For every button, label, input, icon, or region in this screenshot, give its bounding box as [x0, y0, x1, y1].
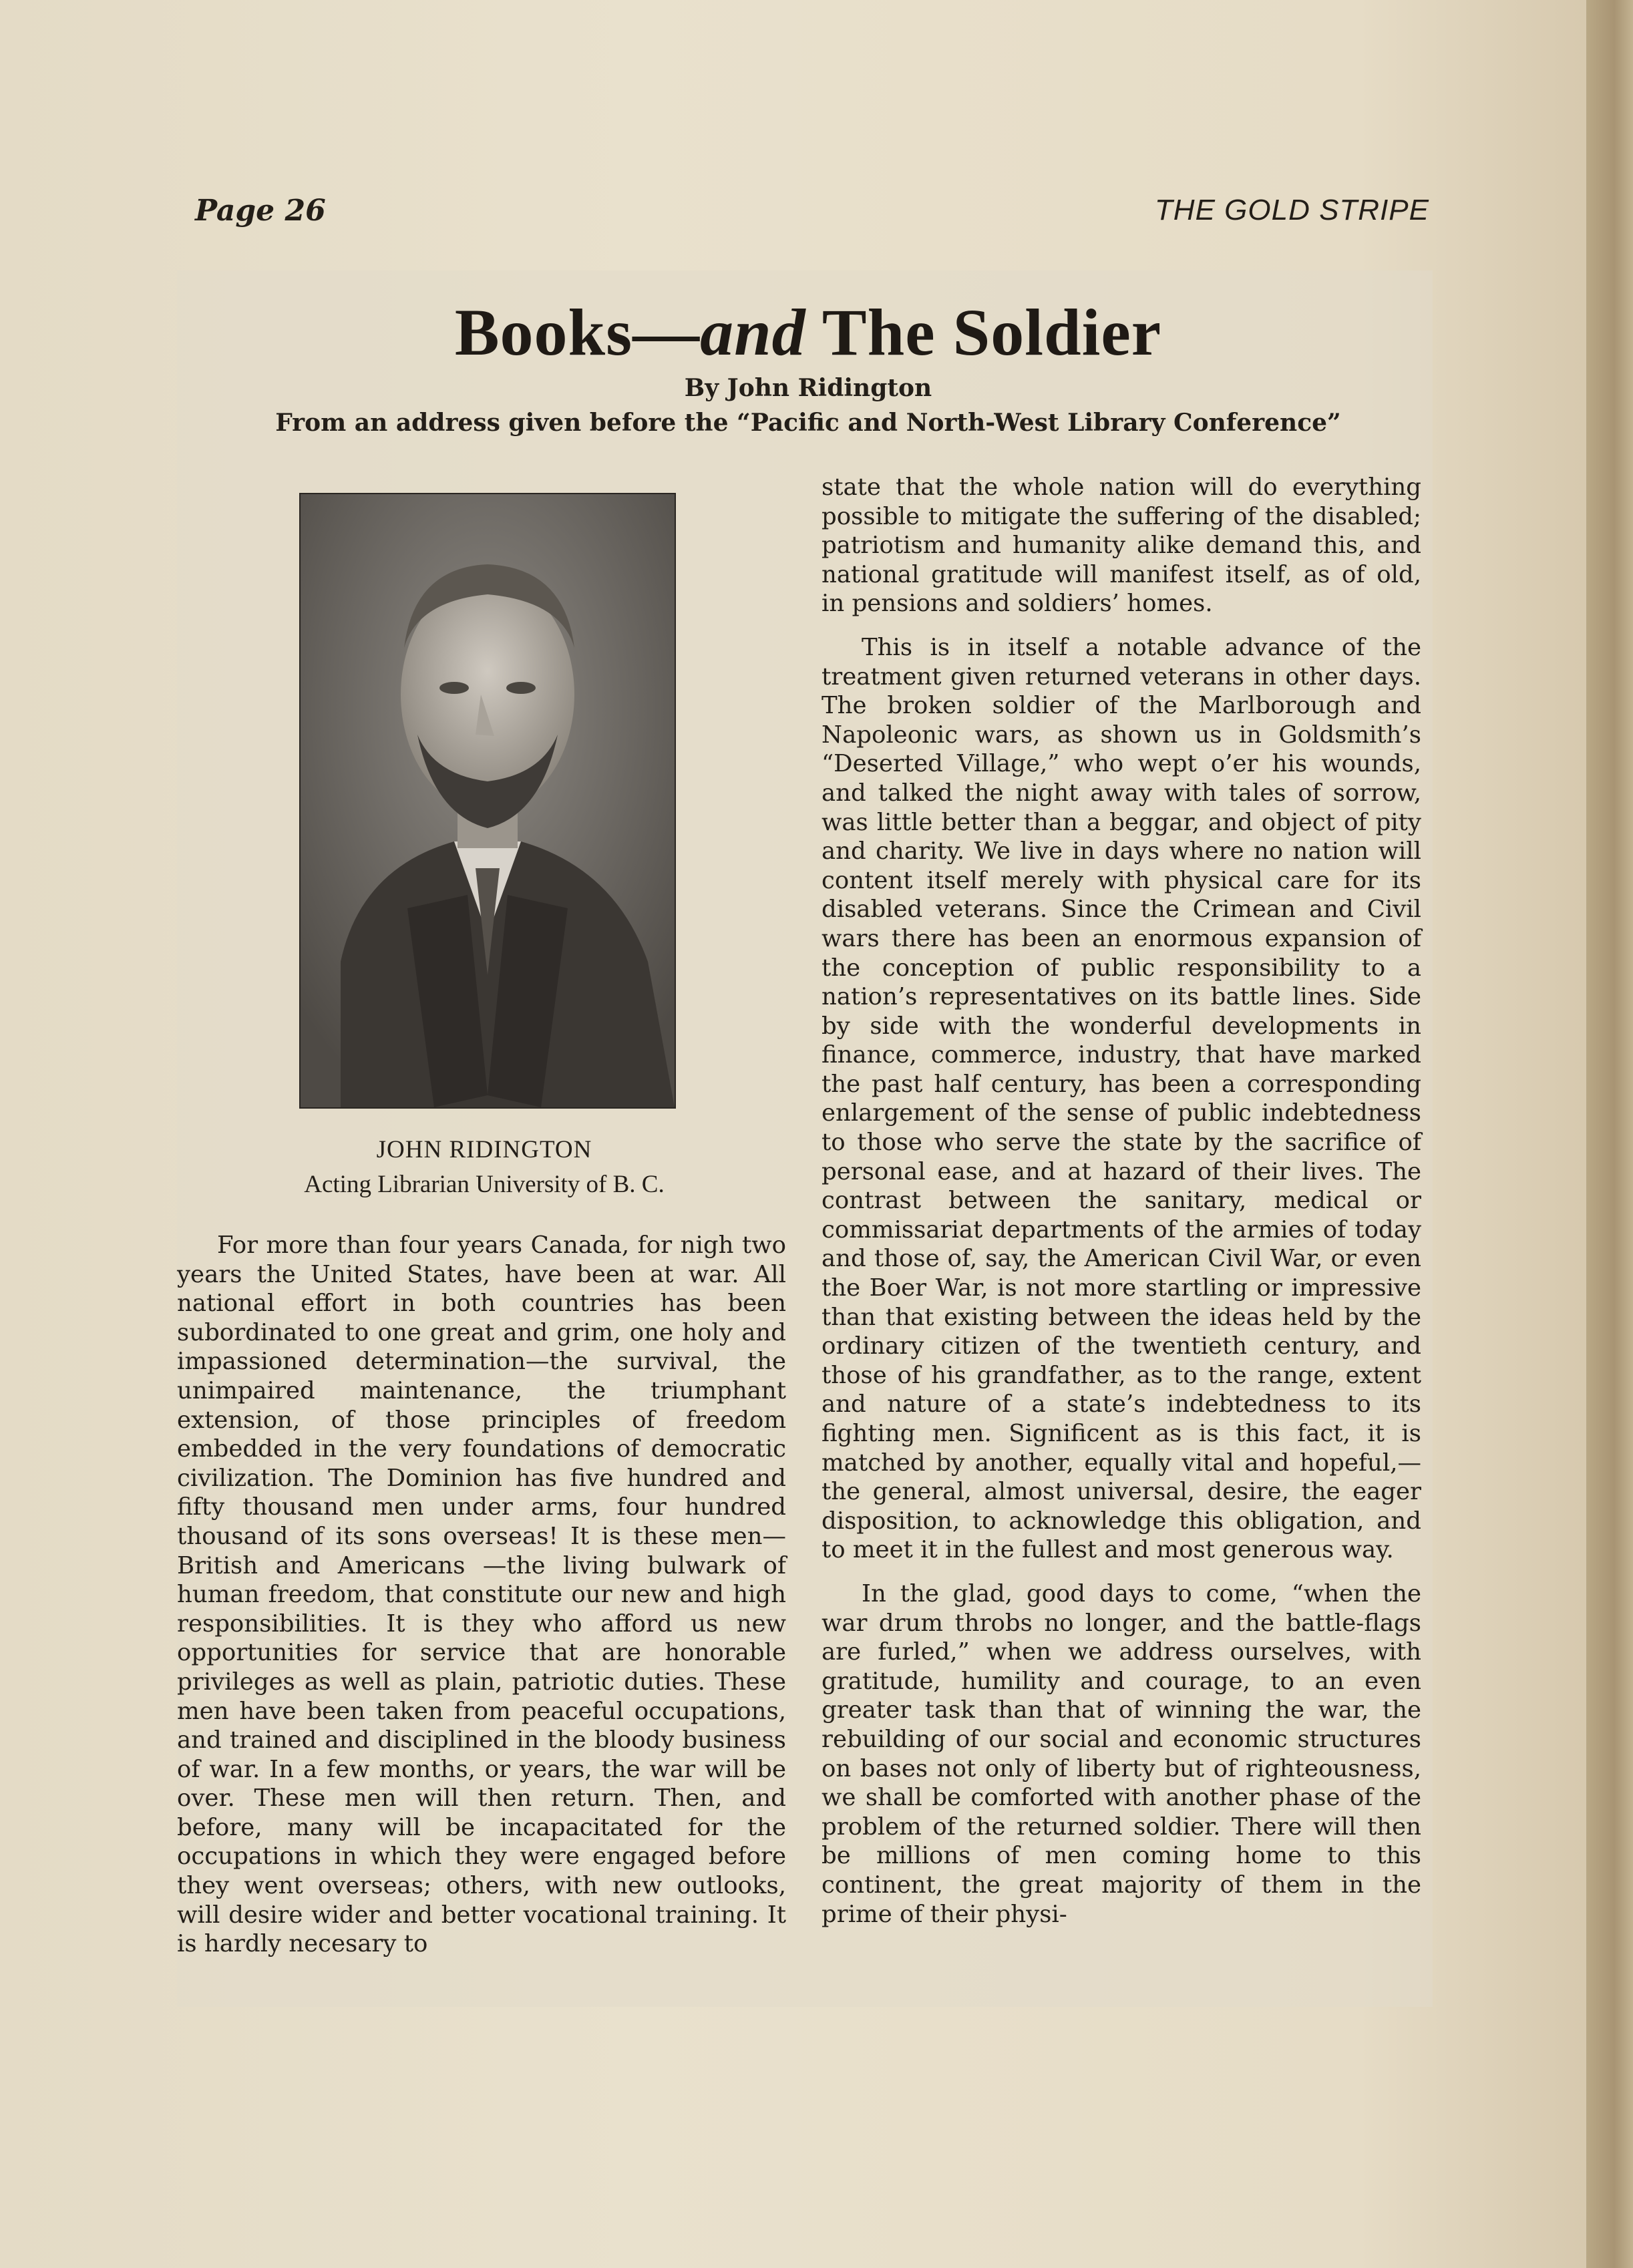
title-soldier: The Soldier	[805, 295, 1162, 369]
paragraph: state that the whole nation will do everything possible to mitigate the suffering of the disabled; patriotism and humanity alike demand this, and national gratitude will manifest itself, as of old, in pensions and soldiers’ homes.	[822, 474, 1421, 618]
paragraph: This is in itself a notable advance of the treatment given returned veterans in other days. The broken soldier of the Marlborough and Napoleonic wars, as shown us in Goldsmith’s “Deserted Village,” who wept o’er his wounds, and talked the night away with tales of sorrow, was little better than a beggar, and object of pity and charity. We live in days where no nation will content itself merely with physical care for its disabled veterans. Since the Crimean and Civil wars there has been an enormous expansion of the conception of public responsibility to a nation’s representatives on its battle lines. Side by side with the wonderful developments in finance, commerce, industry, that have marked the past half century, has been a corresponding enlargement of the sense of public indebtedness to those who serve the state by the sacrifice of personal ease, and at hazard of their lives. The contrast between the sanitary, medical or commissariat departments of the armies of today and those of, say, the American Civil War, or even the Boer War, is not more startling or impressive than that existing between the ideas held by the ordinary citizen of the twentieth century, and those of his grandfather, as to the range, extent and nature of a state’s indebtedness to its fighting men. Significent as is this fact, it is matched by another, equally vital and hopeful,—the general, almost universal, desire, the eager disposition, to acknowledge this obligation, and to meet it in the fullest and most generous way.	[822, 633, 1421, 1564]
article-title	[0, 294, 1616, 371]
article-column-left	[177, 1231, 786, 1959]
byline: By John Ridington	[684, 374, 932, 402]
title-and: and	[700, 295, 806, 369]
portrait-illustration	[301, 494, 675, 1107]
photo-caption-role: Acting Librarian University of B. C.	[304, 1171, 665, 1198]
author-portrait-photo	[299, 493, 676, 1109]
article-column-right	[822, 473, 1421, 1929]
title-dash: —	[632, 295, 701, 369]
paragraph: For more than four years Canada, for nigh two years the United States, have been at war. All national effort in both countries has been subordinated to one great and grim, one holy and impassioned determination—the survival, the unimpaired maintenance, the triumphant extension, of those principles of freedom embedded in the very foundations of democratic civilization. The Dominion has five hundred and fifty thousand men under arms, four hundred thousand of its sons overseas! It is these men—British and Americans —the living bulwark of human freedom, that constitute our new and high responsibilities. It is they who afford us new opportunities for service that are honorable privileges as well as plain, patriotic duties. These men have been taken from peaceful occupations, and trained and disciplined in the bloody business of war. In a few months, or years, the war will be over. These men will then return. Then, and before, many will be incapacitated for the occupations in which they were engaged before they went overseas; others, with new outlooks, will desire wider and better vocational training. It is hardly necesary to	[177, 1232, 786, 1958]
article-subtitle: From an address given before the “Pacific and North-West Library Conference”	[275, 409, 1341, 437]
photo-caption-name: JOHN RIDINGTON	[376, 1136, 592, 1163]
title-books: Books	[454, 295, 633, 369]
publication-title: THE GOLD STRIPE	[1154, 194, 1429, 226]
paragraph: In the glad, good days to come, “when the war drum throbs no longer, and the battle-flags are furled,” when we address ourselves, with gratitude, humility and courage, to an even greater task than that of winning the war, the rebuilding of our social and economic structures on bases not only of liberty but of righteousness, we shall be comforted with another phase of the problem of the returned soldier. There will then be millions of men coming home to this continent, the great majority of them in the prime of their physi-	[822, 1579, 1421, 1928]
page-number: Page 26	[195, 194, 326, 228]
